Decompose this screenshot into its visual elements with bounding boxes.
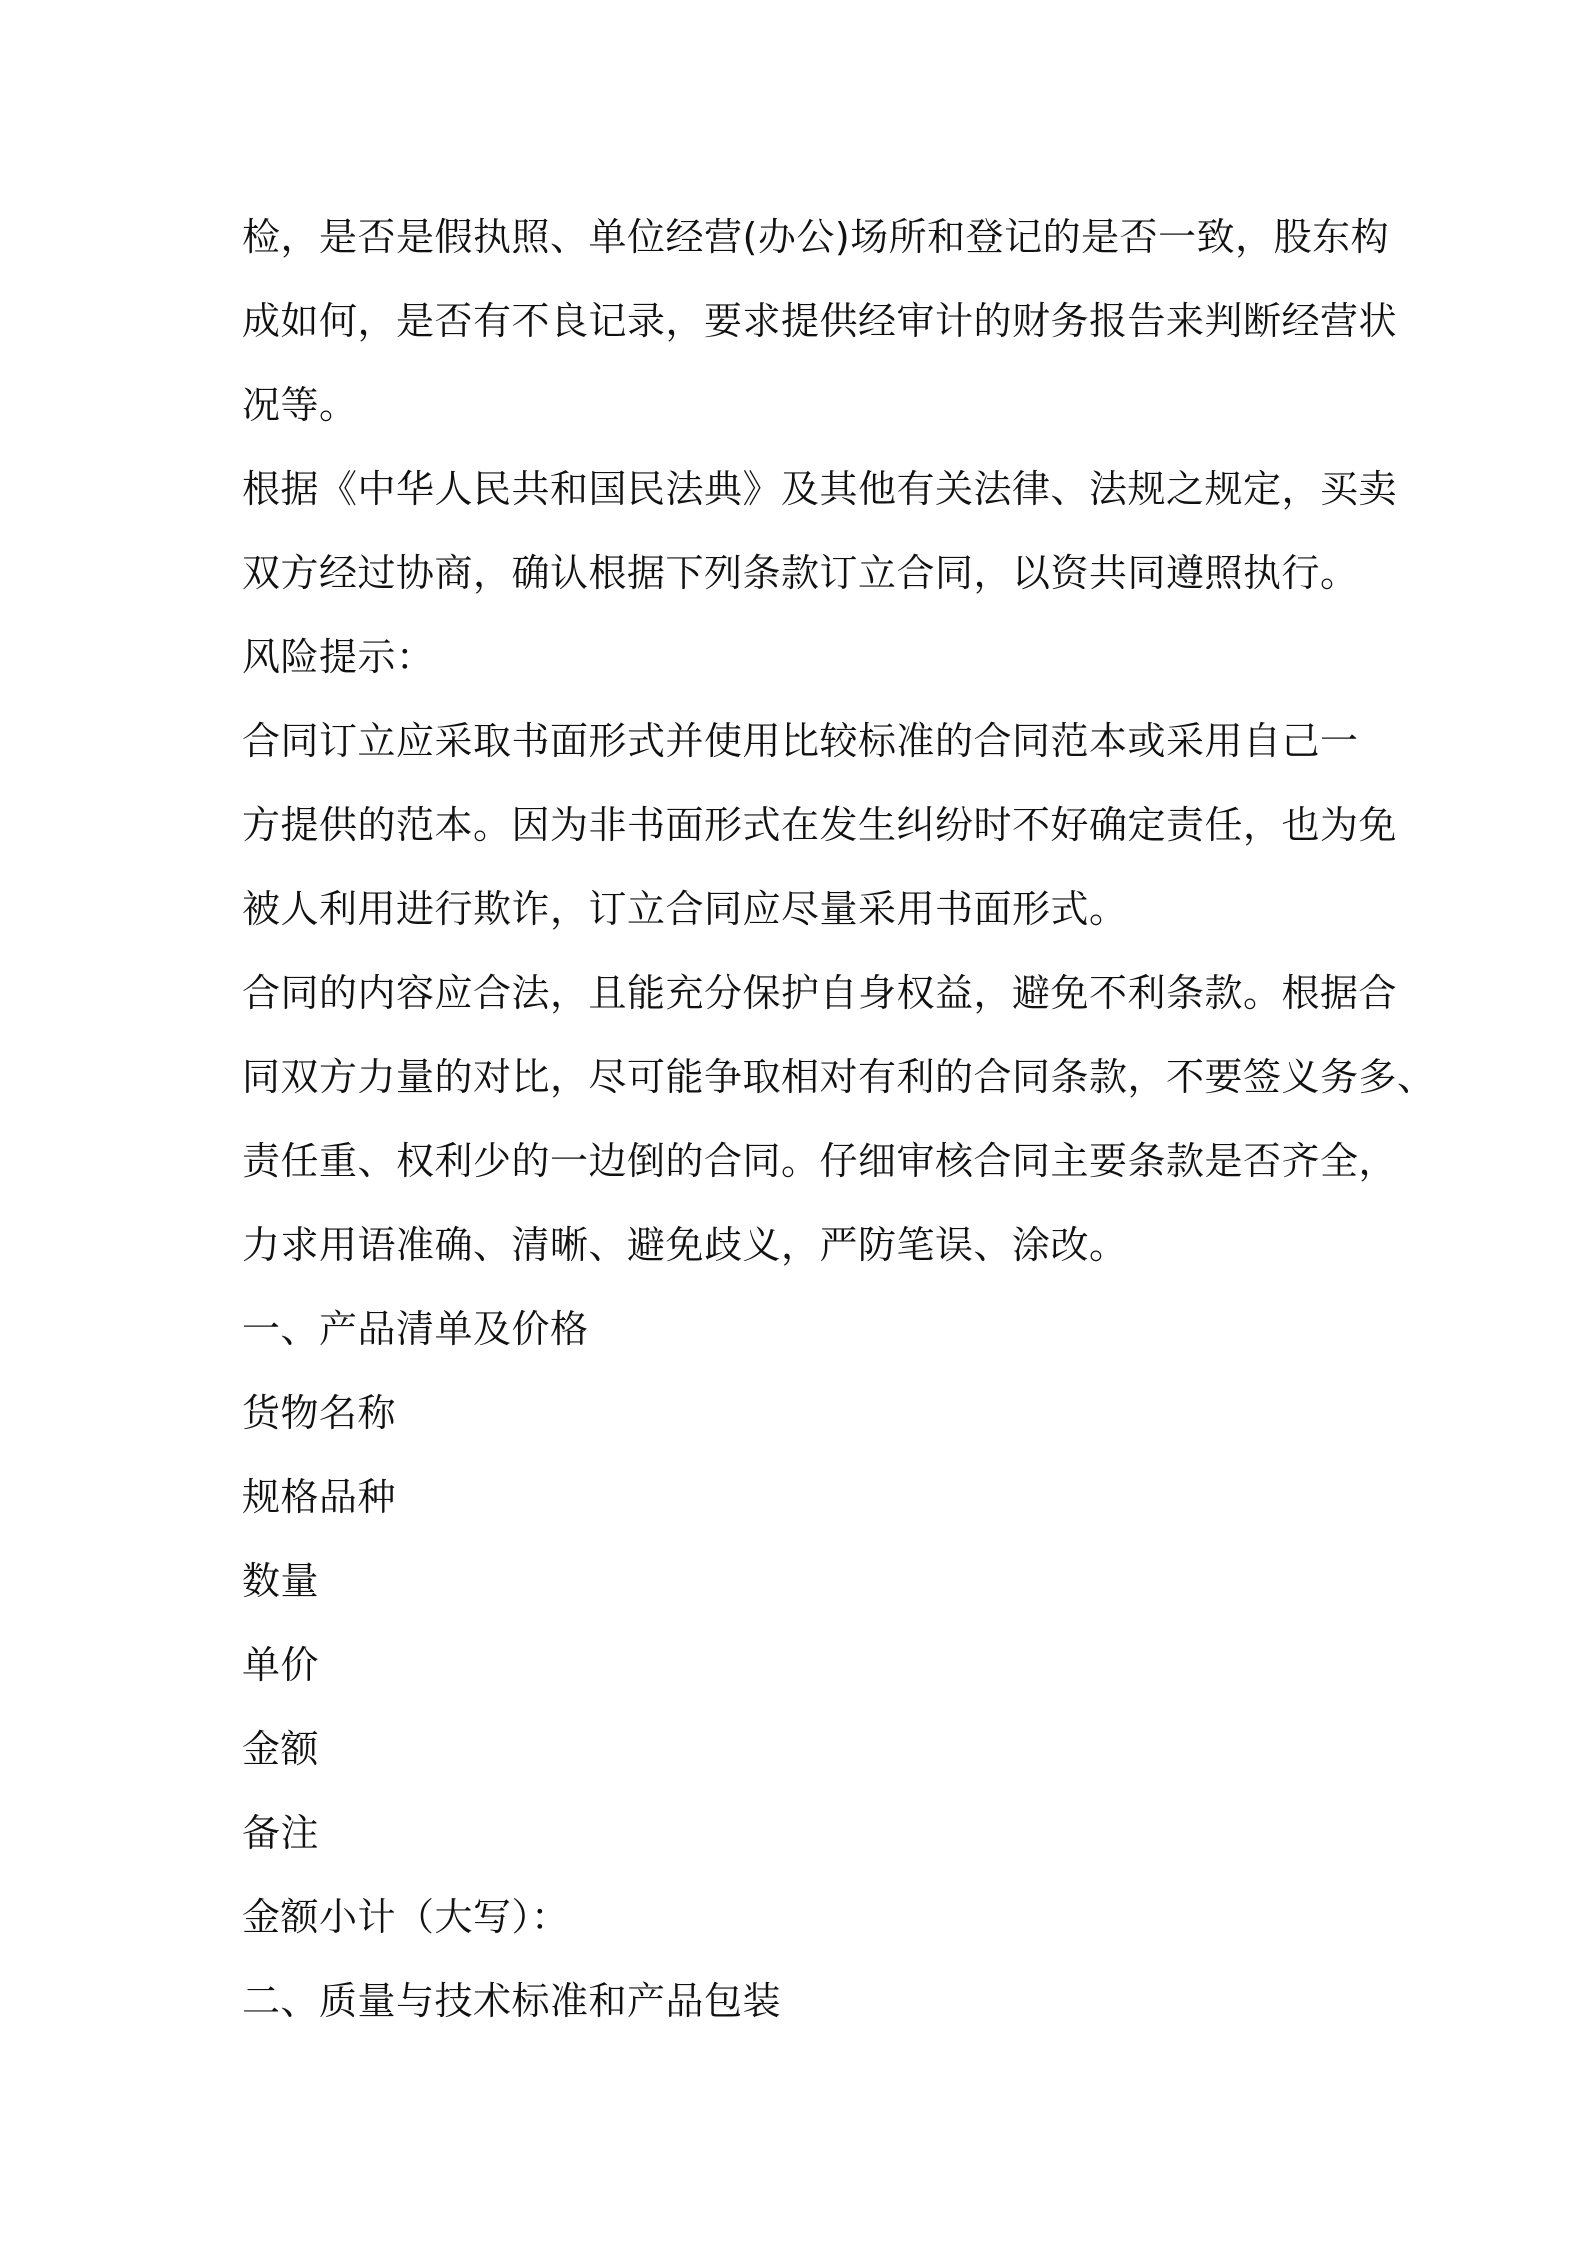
section-heading-product-list: 一、产品清单及价格: [242, 1307, 589, 1351]
text-line-3: 况等。: [242, 383, 358, 427]
text-line-10: 合同的内容应合法，且能充分保护自身权益，避免不利条款。根据合: [242, 971, 1398, 1015]
text-line-12: 责任重、权利少的一边倒的合同。仔细审核合同主要条款是否齐全，: [242, 1139, 1398, 1183]
field-unit-price: 单价: [242, 1643, 320, 1687]
text-line-1: 检，是否是假执照、单位经营(办公)场所和登记的是否一致，股东构: [242, 215, 1390, 259]
text-line-4: 根据《中华人民共和国民法典》及其他有关法律、法规之规定，买卖: [242, 467, 1398, 511]
field-amount-subtotal: 金额小计（大写）：: [242, 1895, 570, 1939]
text-line-8: 方提供的范本。因为非书面形式在发生纠纷时不好确定责任，也为免: [242, 803, 1398, 847]
field-goods-name: 货物名称: [242, 1391, 397, 1435]
field-quantity: 数量: [242, 1559, 320, 1603]
field-amount: 金额: [242, 1727, 320, 1771]
section-heading-quality-packaging: 二、质量与技术标准和产品包装: [242, 1979, 782, 2023]
risk-tip-heading: 风险提示：: [242, 635, 435, 679]
text-line-7: 合同订立应采取书面形式并使用比较标准的合同范本或采用自己一: [242, 719, 1359, 763]
document-body: [242, 195, 1436, 2043]
text-line-9: 被人利用进行欺诈，订立合同应尽量采用书面形式。: [242, 887, 1128, 931]
field-spec-variety: 规格品种: [242, 1475, 397, 1519]
text-line-5: 双方经过协商，确认根据下列条款订立合同，以资共同遵照执行。: [242, 551, 1359, 595]
text-line-11: 同双方力量的对比，尽可能争取相对有利的合同条款，不要签义务多、: [242, 1055, 1436, 1099]
field-remarks: 备注: [242, 1811, 320, 1855]
text-line-13: 力求用语准确、清晰、避免歧义，严防笔误、涂改。: [242, 1223, 1128, 1267]
text-line-2: 成如何，是否有不良记录，要求提供经审计的财务报告来判断经营状: [242, 299, 1398, 343]
